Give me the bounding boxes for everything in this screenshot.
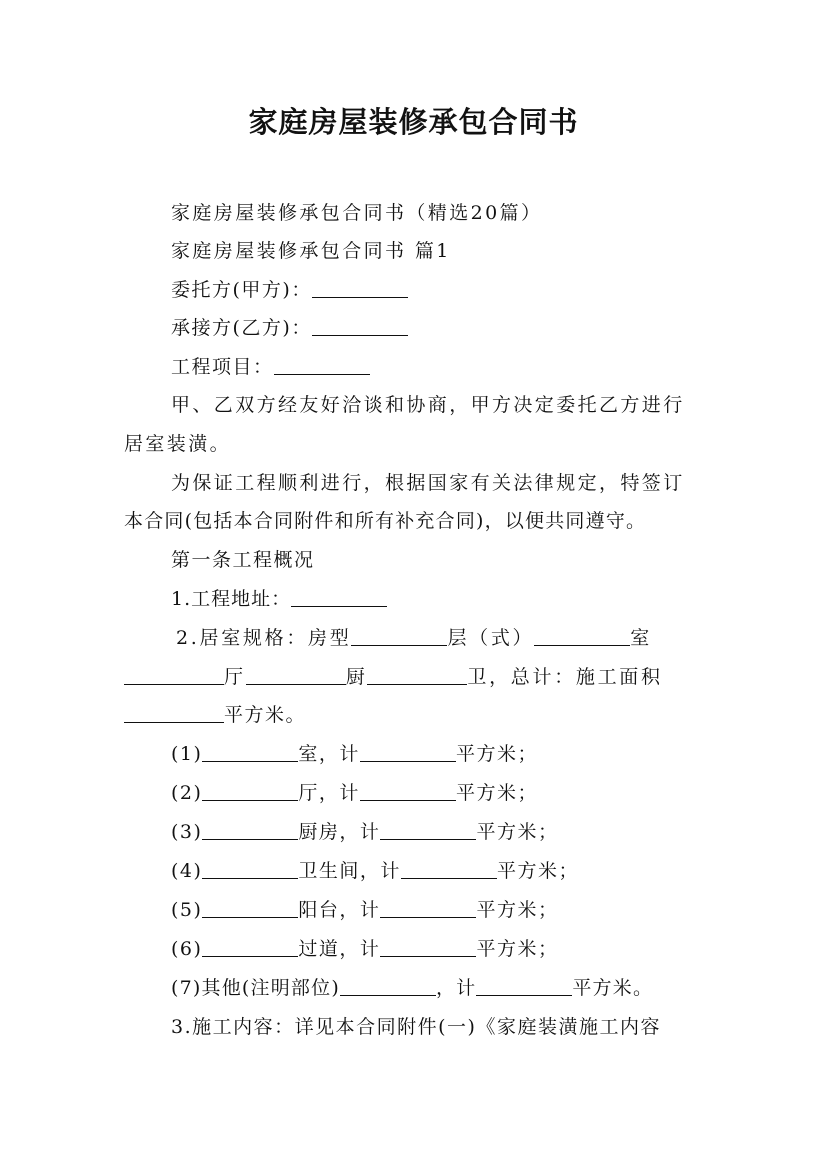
item-2-line-2 — [124, 664, 663, 690]
project-label: 工程项目： — [171, 356, 274, 378]
sub-item-3-label: 厨房，计 — [298, 821, 381, 843]
sub-item-6 — [171, 936, 558, 962]
blank-line — [360, 741, 456, 762]
party-a-label: 委托方(甲方)： — [171, 279, 312, 301]
blank-line — [202, 741, 298, 762]
blank-line — [202, 819, 298, 840]
article-1-heading: 第一条工程概况 — [171, 549, 315, 571]
subtitle-line: 家庭房屋装修承包合同书（精选20篇） — [171, 202, 543, 224]
blank-line — [202, 780, 298, 801]
sub-item-3-unit: 平方米； — [476, 821, 559, 843]
blank-line — [401, 858, 497, 879]
sub-item-5-unit: 平方米； — [476, 899, 559, 921]
sub-item-4 — [171, 858, 579, 884]
blank-line — [124, 664, 224, 685]
project-line — [171, 354, 370, 380]
blank-line — [202, 858, 298, 879]
blank-line — [202, 897, 298, 918]
blank-line — [380, 819, 476, 840]
sub-item-1 — [171, 741, 538, 767]
sub-item-7-mid: ，计 — [435, 977, 477, 999]
document-title: 家庭房屋装修承包合同书 — [248, 105, 579, 139]
blank-line — [312, 277, 408, 298]
blank-line — [367, 664, 467, 685]
sub-item-2-label: 厅，计 — [298, 782, 360, 804]
blank-line — [380, 936, 476, 957]
blank-line — [291, 586, 387, 607]
blank-line — [312, 315, 408, 336]
blank-line — [274, 354, 370, 375]
sub-item-2-unit: 平方米； — [455, 782, 538, 804]
sub-item-6-num: (6) — [171, 938, 203, 960]
intro-paragraph-2-line-1: 为保证工程顺利进行，根据国家有关法律规定，特签订 — [171, 472, 685, 494]
sub-item-1-label: 室，计 — [298, 743, 360, 765]
item-1-line — [171, 586, 387, 612]
sub-item-5-num: (5) — [171, 899, 203, 921]
sub-item-4-label: 卫生间，计 — [298, 860, 401, 882]
item-2-kitchen: 厨 — [345, 666, 368, 688]
sub-item-4-unit: 平方米； — [496, 860, 579, 882]
blank-line — [476, 975, 572, 996]
item-2-line-1 — [176, 625, 652, 651]
item-3-line: 3.施工内容：详见本合同附件(一)《家庭装潢施工内容 — [171, 1016, 661, 1038]
blank-line — [124, 702, 224, 723]
blank-line — [380, 897, 476, 918]
item-2-line-3 — [124, 702, 306, 728]
blank-line — [246, 664, 346, 685]
blank-line — [351, 625, 447, 646]
sub-item-3-num: (3) — [171, 821, 203, 843]
intro-paragraph-1-line-1: 甲、乙双方经友好洽谈和协商，甲方决定委托乙方进行 — [171, 394, 685, 416]
sub-item-1-unit: 平方米； — [455, 743, 538, 765]
sub-item-3 — [171, 819, 558, 845]
chapter-line: 家庭房屋装修承包合同书 篇1 — [171, 240, 451, 262]
sub-item-7-unit: 平方米。 — [572, 977, 654, 999]
sub-item-6-label: 过道，计 — [298, 938, 381, 960]
blank-line — [360, 780, 456, 801]
sub-item-2-num: (2) — [171, 782, 203, 804]
sub-item-7 — [171, 975, 653, 1001]
item-1-label: 1.工程地址： — [171, 588, 292, 610]
blank-line — [534, 625, 630, 646]
item-2-hall: 厅 — [224, 666, 246, 688]
sub-item-4-num: (4) — [171, 860, 203, 882]
sub-item-7-label: (7)其他(注明部位) — [171, 977, 340, 999]
item-2-bath-total: 卫，总计：施工面积 — [467, 666, 663, 688]
item-2-label: 2.居室规格：房型 — [176, 627, 352, 649]
sub-item-1-num: (1) — [171, 743, 203, 765]
blank-line — [340, 975, 436, 996]
item-2-floor: 层（式） — [447, 627, 535, 649]
party-a-line — [171, 277, 408, 303]
intro-paragraph-1-line-2: 居室装潢。 — [124, 433, 232, 455]
blank-line — [202, 936, 298, 957]
intro-paragraph-2-line-2: 本合同(包括本合同附件和所有补充合同)，以便共同遵守。 — [124, 510, 647, 532]
sub-item-5-label: 阳台，计 — [298, 899, 381, 921]
item-2-room: 室 — [630, 627, 652, 649]
party-b-label: 承接方(乙方)： — [171, 317, 312, 339]
party-b-line — [171, 315, 408, 341]
sub-item-5 — [171, 897, 558, 923]
sub-item-2 — [171, 780, 538, 806]
item-2-unit: 平方米。 — [224, 704, 307, 726]
sub-item-6-unit: 平方米； — [476, 938, 559, 960]
